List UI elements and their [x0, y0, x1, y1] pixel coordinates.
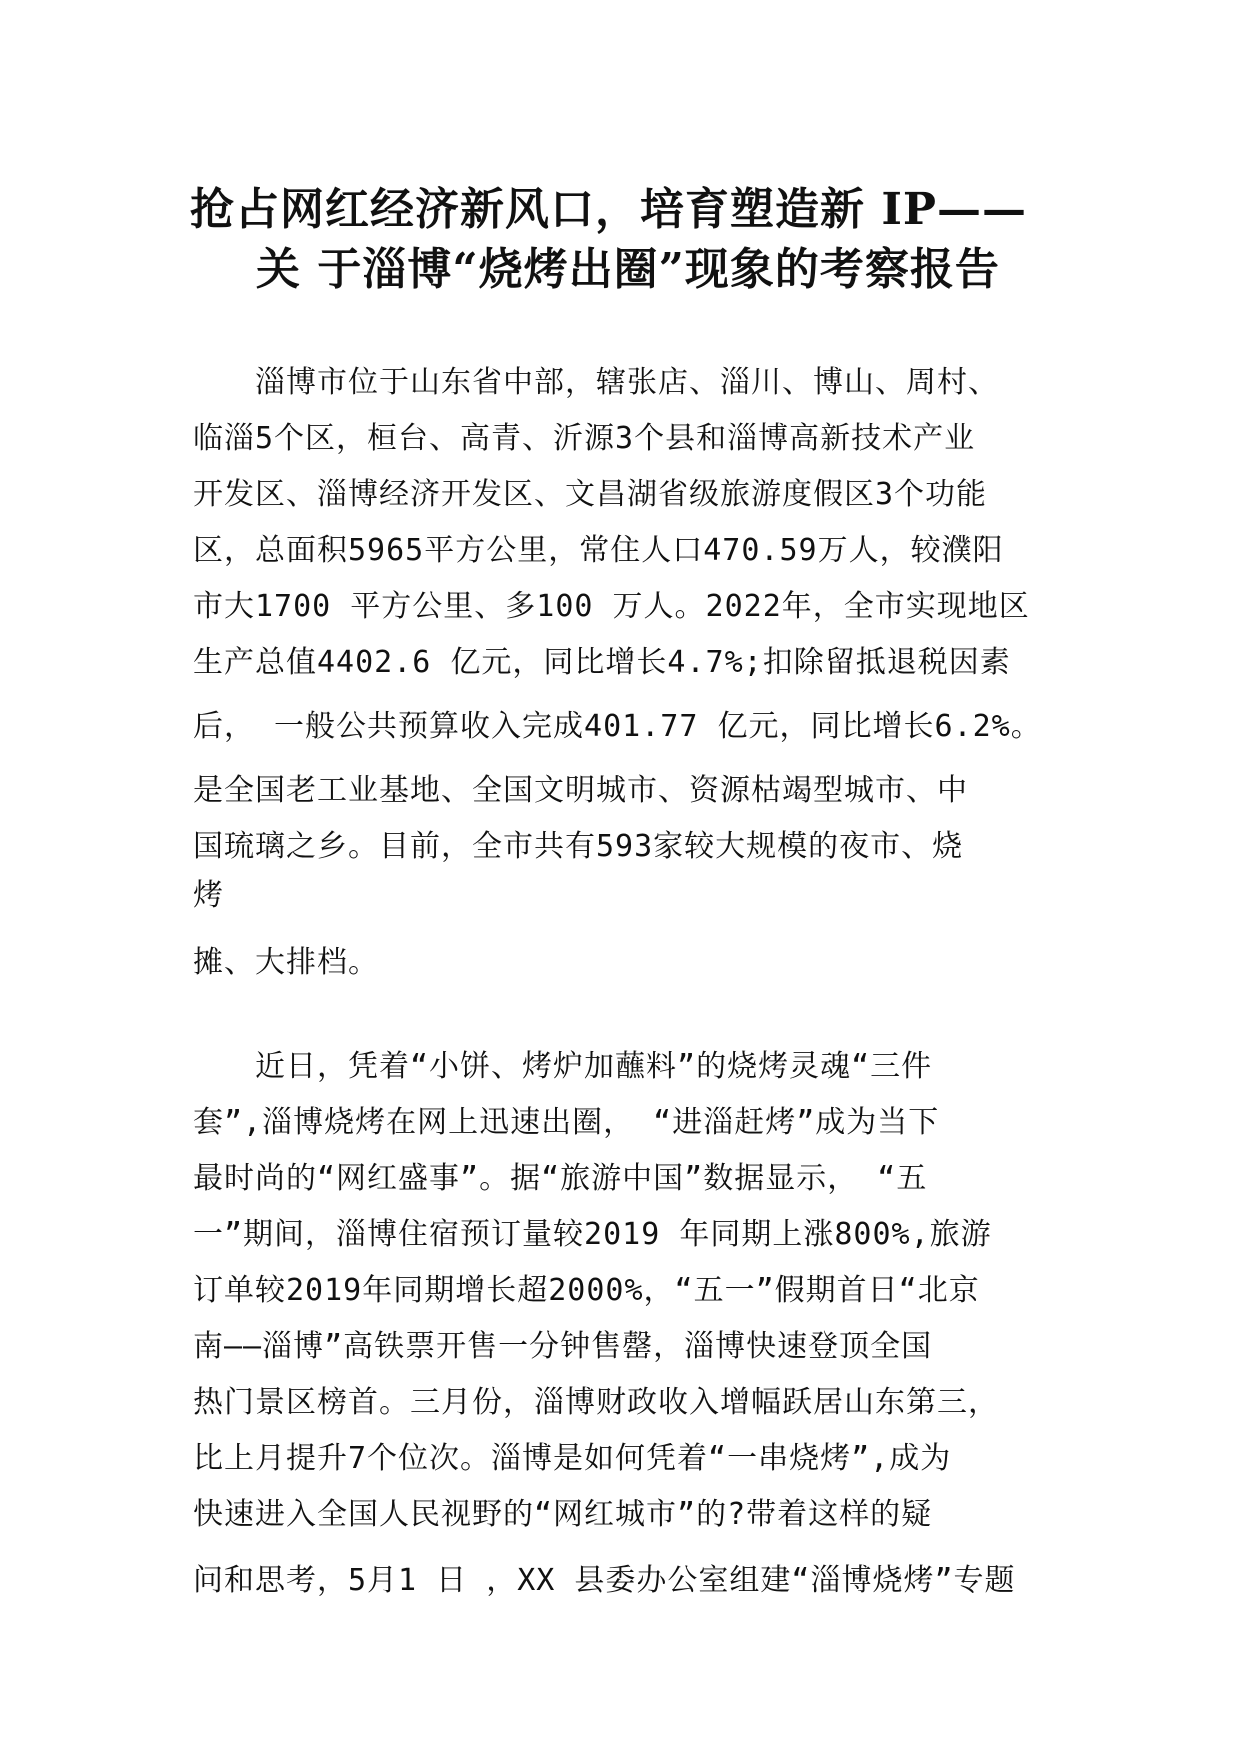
- paragraph-2-line: 快速进入全国人民视野的“网红城市”的?带着这样的疑: [193, 1497, 933, 1532]
- paragraph-1-line: 是全国老工业基地、全国文明城市、资源枯竭型城市、中: [193, 773, 968, 808]
- paragraph-2-line: 比上月提升7个位次。淄博是如何凭着“一串烧烤”,成为: [193, 1441, 952, 1476]
- paragraph-2-line: 近日，凭着“小饼、烤炉加蘸料”的烧烤灵魂“三件: [193, 1049, 933, 1084]
- paragraph-1-line: 临淄5个区，桓台、高青、沂源3个县和淄博高新技术产业: [193, 421, 976, 456]
- paragraph-2-line: 问和思考，5月1 日 ，XX 县委办公室组建“淄博烧烤”专题: [193, 1563, 1016, 1598]
- paragraph-2-line: 订单较2019年同期增长超2000%，“五一”假期首日“北京: [193, 1273, 980, 1308]
- paragraph-2-line: 一”期间，淄博住宿预订量较2019 年同期上涨800%,旅游: [193, 1217, 992, 1252]
- paragraph-1-line: 市大1700 平方公里、多100 万人。2022年，全市实现地区: [193, 589, 1030, 624]
- paragraph-1-line: 区，总面积5965平方公里，常住人口470.59万人，较濮阳: [193, 533, 1004, 568]
- title-line-1: 抢占网红经济新风口，培育塑造新 IP——: [190, 184, 1027, 235]
- paragraph-1-line: 烤: [193, 878, 224, 913]
- title-line-2: 关 于淄博“烧烤出圈”现象的考察报告: [256, 244, 1000, 295]
- paragraph-1-line: 开发区、淄博经济开发区、文昌湖省级旅游度假区3个功能: [193, 477, 988, 512]
- paragraph-1-line: 生产总值4402.6 亿元，同比增长4.7%;扣除留抵退税因素: [193, 645, 1011, 680]
- paragraph-2-line: 最时尚的“网红盛事”。据“旅游中国”数据显示， “五: [193, 1161, 928, 1196]
- paragraph-2-line: 南——淄博”高铁票开售一分钟售罄，淄博快速登顶全国: [193, 1329, 933, 1364]
- paragraph-1-line: 后， 一般公共预算收入完成401.77 亿元，同比增长6.2%。: [193, 709, 1042, 744]
- document-title: [190, 180, 1070, 300]
- paragraph-1-line: 国琉璃之乡。目前，全市共有593家较大规模的夜市、烧: [193, 829, 964, 864]
- paragraph-2-line: 套”,淄博烧烤在网上迅速出圈， “进淄赶烤”成为当下: [193, 1105, 940, 1140]
- paragraph-1-line: 淄博市位于山东省中部，辖张店、淄川、博山、周村、: [193, 365, 999, 400]
- paragraph-1-line: 摊、大排档。: [193, 945, 379, 980]
- paragraph-2-line: 热门景区榜首。三月份，淄博财政收入增幅跃居山东第三，: [193, 1385, 999, 1420]
